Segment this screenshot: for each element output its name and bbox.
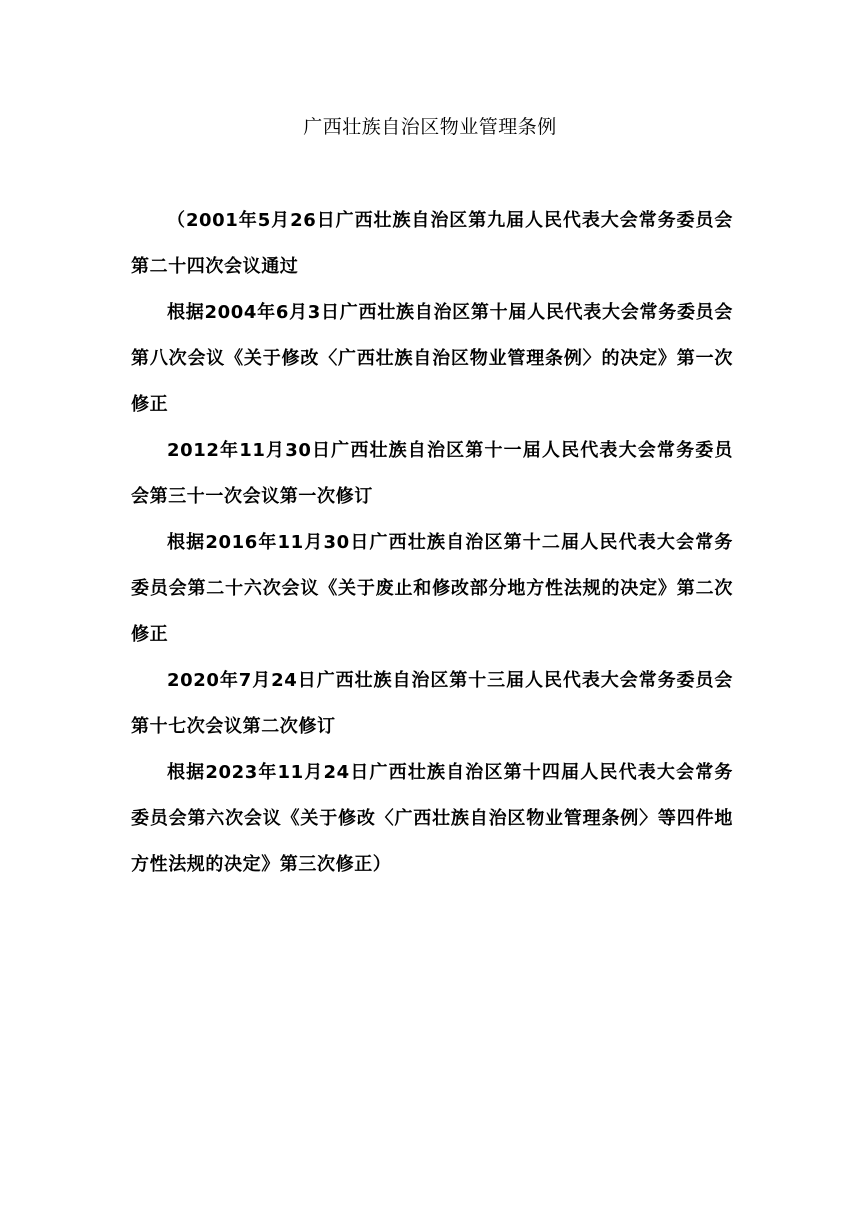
document-title: 广西壮族自治区物业管理条例 <box>303 116 557 138</box>
history-paragraph: 根据2016年11月30日广西壮族自治区第十二届人民代表大会常务委员会第二十六次会议《关于废止和修改部分地方性法规的决定》第二次修正 <box>131 532 733 645</box>
history-paragraph: 根据2023年11月24日广西壮族自治区第十四届人民代表大会常务委员会第六次会议《关于修改〈广西壮族自治区物业管理条例〉等四件地方性法规的决定》第三次修正） <box>131 762 733 875</box>
history-paragraph: 2012年11月30日广西壮族自治区第十一届人民代表大会常务委员会第三十一次会议第一次修订 <box>131 440 733 507</box>
history-paragraph: 2020年7月24日广西壮族自治区第十三届人民代表大会常务委员会第十七次会议第二次修订 <box>131 670 733 737</box>
history-paragraph: （2001年5月26日广西壮族自治区第九届人民代表大会常务委员会第二十四次会议通过 <box>131 210 733 277</box>
legislative-history <box>131 198 733 888</box>
history-paragraph: 根据2004年6月3日广西壮族自治区第十届人民代表大会常务委员会第八次会议《关于修改〈广西壮族自治区物业管理条例〉的决定》第一次修正 <box>131 302 733 415</box>
